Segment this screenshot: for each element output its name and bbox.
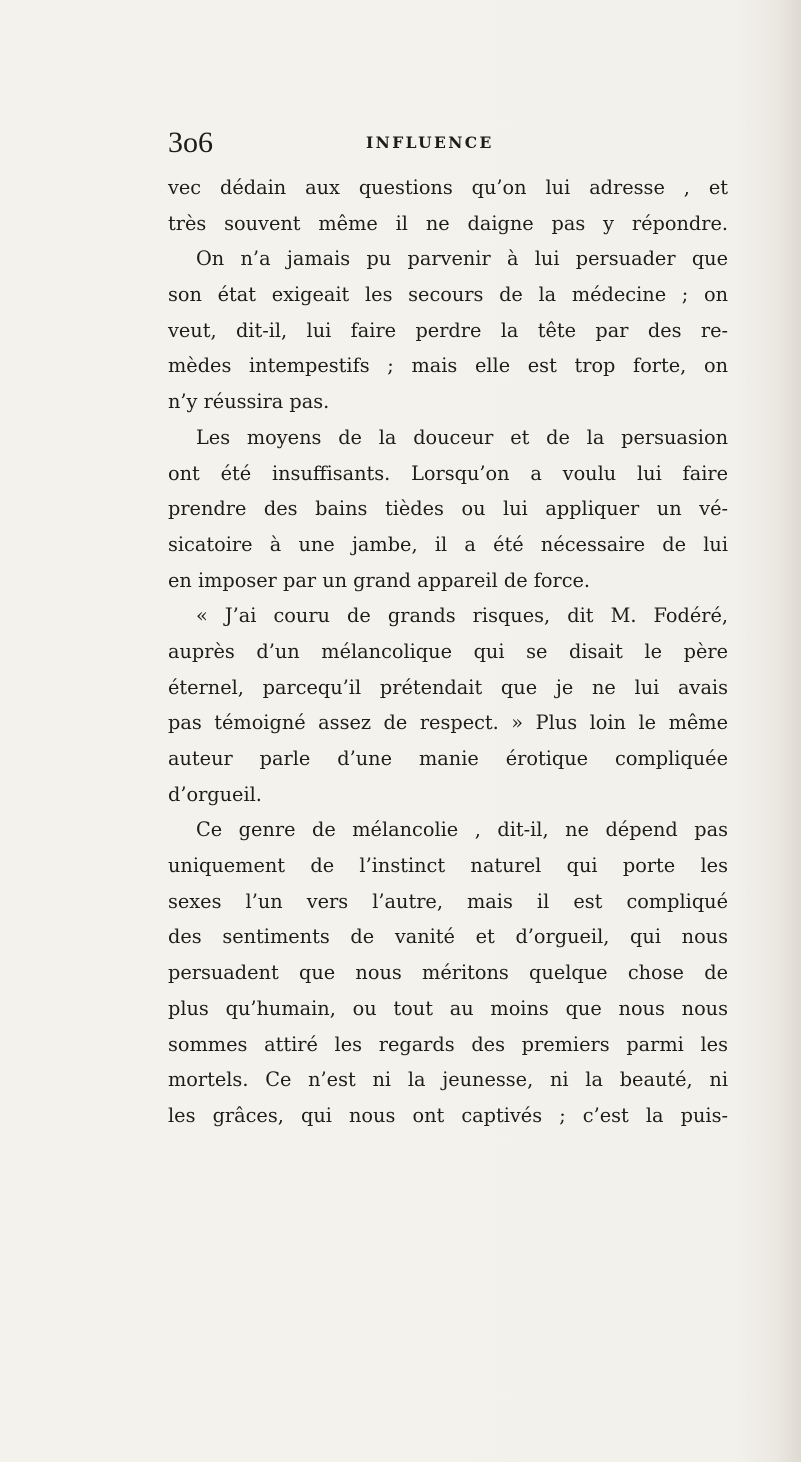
text-line: persuadent que nous méritons quelque chose de: [168, 961, 728, 985]
text-line: n’y réussira pas.: [168, 390, 330, 414]
text-line: mèdes intempestifs ; mais elle est trop forte, on: [168, 354, 728, 378]
text-line: des sentiments de vanité et d’orgueil, qui nous: [168, 925, 728, 949]
text-line: sommes attiré les regards des premiers parmi les: [168, 1032, 728, 1056]
text-line: auprès d’un mélancolique qui se disait le père: [168, 639, 728, 663]
text-line: plus qu’humain, ou tout au moins que nous nous: [168, 996, 728, 1020]
text-line: sicatoire à une jambe, il a été nécessaire de lui: [168, 532, 728, 556]
text-line: vec dédain aux questions qu’on lui adresse , et: [168, 176, 728, 199]
text-line: ont été insuffisants. Lorsqu’on a voulu lui faire: [168, 461, 728, 485]
text-line: On n’a jamais pu parvenir à lui persuader que: [196, 247, 728, 271]
text-line: veut, dit-il, lui faire perdre la tête par des re-: [168, 318, 728, 342]
text-line: les grâces, qui nous ont captivés ; c’est la puis-: [168, 1103, 728, 1127]
running-head: INFLUENCE: [366, 133, 494, 152]
text-line: uniquement de l’instinct naturel qui porte les: [168, 854, 728, 878]
page-header: [168, 126, 728, 166]
text-line: Ce genre de mélancolie , dit-il, ne dépend pas: [196, 818, 728, 842]
text-line: d’orgueil.: [168, 782, 262, 806]
page-number: 3o6: [168, 126, 213, 159]
text-line: son état exigeait les secours de la médecine ; on: [168, 283, 728, 307]
text-line: très souvent même il ne daigne pas y répondre.: [168, 211, 728, 235]
text-line: Les moyens de la douceur et de la persuasion: [196, 425, 728, 449]
text-line: « J’ai couru de grands risques, dit M. Fodéré,: [196, 604, 728, 628]
text-line: sexes l’un vers l’autre, mais il est compliqué: [168, 889, 728, 913]
body-text: [168, 170, 728, 1134]
text-line: prendre des bains tièdes ou lui appliquer un vé-: [168, 497, 728, 521]
text-line: éternel, parcequ’il prétendait que je ne lui avais: [168, 675, 728, 699]
text-line: en imposer par un grand appareil de force.: [168, 568, 591, 592]
text-line: auteur parle d’une manie érotique compliquée: [168, 747, 728, 770]
text-line: pas témoigné assez de respect. » Plus loin le même: [168, 711, 728, 735]
text-line: mortels. Ce n’est ni la jeunesse, ni la beauté, ni: [168, 1068, 728, 1092]
